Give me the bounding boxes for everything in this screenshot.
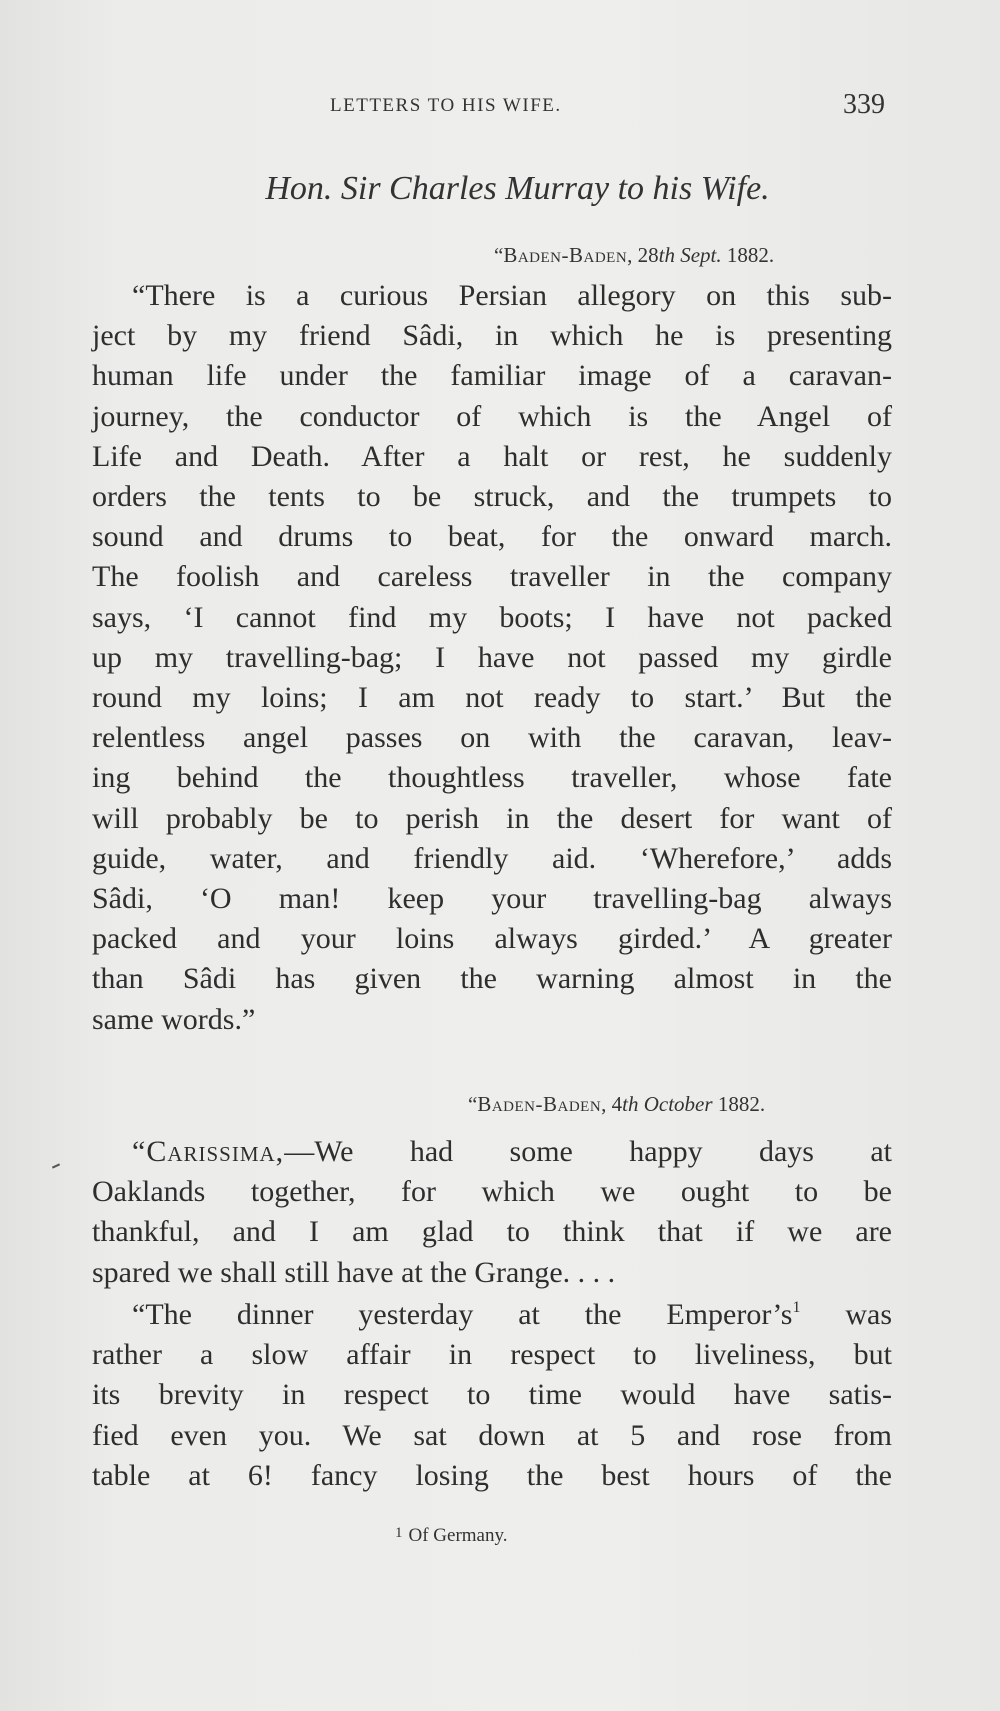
text-line: “There is a curious Persian allegory on this sub- (132, 279, 892, 312)
text-line (92, 1132, 892, 1172)
text-line: table at 6! fancy losing the best hours of the (92, 1458, 892, 1492)
letter-body-paragraph (92, 1132, 892, 1293)
text-line: sound and drums to beat, for the onward march. (92, 520, 892, 554)
text-line: round my loins; I am not ready to start.’ But the (92, 681, 892, 715)
text-line: spared we shall still have at the Grange. . . . (92, 1255, 616, 1289)
dateline-month: th Sept. (658, 243, 722, 267)
dateline-year: 1882. (721, 243, 775, 267)
letter-body-paragraph (92, 276, 892, 1040)
dateline-place: Baden-Baden (503, 243, 628, 267)
margin-mark (52, 1163, 60, 1168)
dateline-second-letter (468, 1092, 765, 1117)
footnote-mark: 1 (395, 1525, 403, 1541)
dateline-day: , 28 (627, 243, 659, 267)
text-line: rather a slow affair in respect to liveliness, but (92, 1338, 892, 1372)
dateline-day: , 4 (601, 1092, 623, 1116)
footnote (395, 1525, 508, 1547)
text-segment: was (800, 1298, 892, 1331)
dateline-quote: “ (494, 243, 504, 267)
text-line: human life under the familiar image of a caravan- (92, 359, 892, 393)
page-number: 339 (843, 89, 885, 120)
dateline-year: 1882. (712, 1092, 766, 1116)
text-line: relentless angel passes on with the caravan, leav- (92, 721, 892, 755)
letter-heading: Hon. Sir Charles Murray to his Wife. (265, 170, 770, 207)
text-line: Sâdi, ‘O man! keep your travelling-bag always (92, 882, 892, 916)
footnote-reference: 1 (792, 1299, 801, 1316)
text-line: fied even you. We sat down at 5 and rose from (92, 1418, 892, 1452)
salutation: “Carissima, (132, 1135, 285, 1168)
footnote-text: Of Germany. (408, 1525, 508, 1546)
text-line: up my travelling-bag; I have not passed my girdle (92, 640, 892, 674)
text-line: packed and your loins always girded.’ A greater (92, 922, 892, 956)
running-title: LETTERS TO HIS WIFE. (330, 95, 562, 116)
text-line: ing behind the thoughtless traveller, whose fate (92, 761, 892, 795)
running-head (0, 89, 1000, 135)
text-line: orders the tents to be struck, and the trumpets to (92, 480, 892, 514)
dateline-month: th October (622, 1092, 713, 1116)
text-line: says, ‘I cannot find my boots; I have not packed (92, 600, 892, 634)
text-line: The foolish and careless traveller in the company (92, 560, 892, 594)
text-line: will probably be to perish in the desert for want of (92, 801, 892, 835)
text-line: journey, the conductor of which is the Angel of (92, 399, 892, 433)
text-line: same words.” (92, 1002, 256, 1036)
dateline-place: Baden-Baden (477, 1092, 602, 1116)
text-line: than Sâdi has given the warning almost in the (92, 962, 892, 996)
text-line: Oaklands together, for which we ought to be (92, 1175, 892, 1209)
text-line (92, 1295, 892, 1335)
text-line: ject by my friend Sâdi, in which he is presenting (92, 319, 892, 353)
text-line: guide, water, and friendly aid. ‘Wherefore,’ adds (92, 841, 892, 875)
text-segment: “The dinner yesterday at the Emperor’s (132, 1298, 793, 1331)
text-line: Life and Death. After a halt or rest, he suddenly (92, 439, 892, 473)
salutation-rest: —We had some happy days at (284, 1135, 892, 1168)
letter-body-paragraph (92, 1295, 892, 1496)
dateline-first-letter (494, 243, 774, 268)
text-line: its brevity in respect to time would have satis- (92, 1378, 892, 1412)
dateline-quote: “ (468, 1092, 478, 1116)
text-line: thankful, and I am glad to think that if we are (92, 1215, 892, 1249)
